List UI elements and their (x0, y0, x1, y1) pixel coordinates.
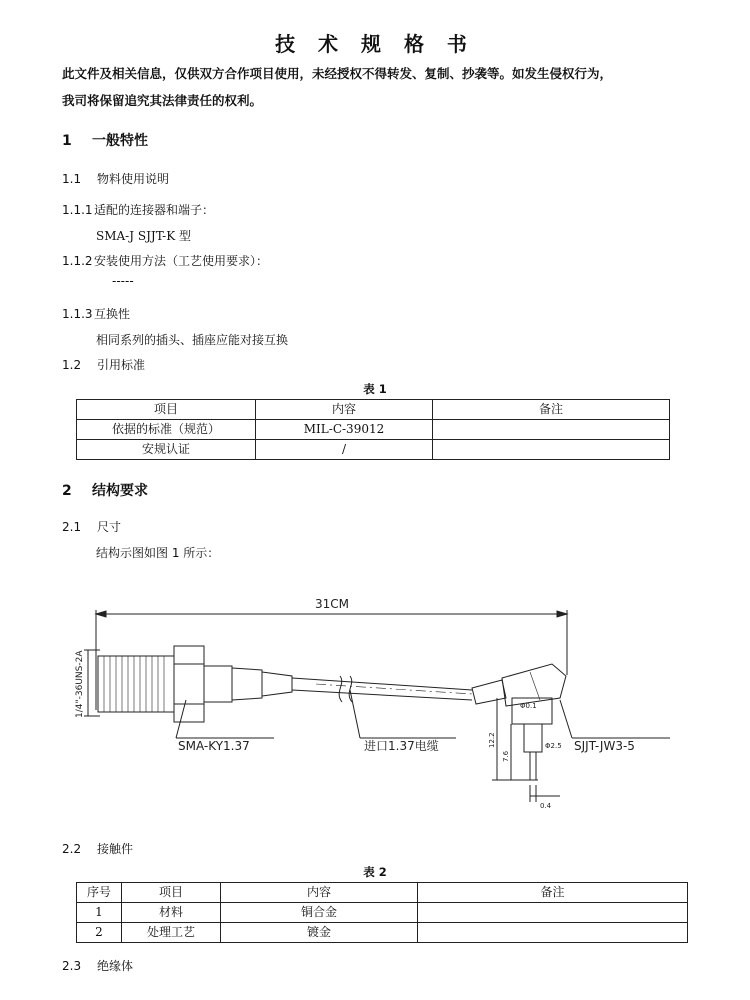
document-title: 技 术 规 格 书 (275, 32, 475, 56)
table-header-cell: 内容 (221, 883, 418, 903)
section-number: 2 (62, 483, 72, 499)
table-2 (76, 882, 688, 943)
arrow-left (96, 611, 106, 617)
dim-width-tip: 0.4 (540, 802, 552, 810)
section-1-1-heading (62, 170, 169, 187)
section-title: 结构要求 (92, 483, 148, 499)
thread-spec-label: 1/4"-36UNS-2A (75, 650, 85, 718)
table-cell: 材料 (122, 903, 221, 923)
overall-length-label: 31CM (314, 597, 350, 611)
table-cell (418, 903, 688, 923)
section-1-1-1-heading (62, 201, 214, 218)
table-row (77, 420, 670, 440)
strain-relief (262, 672, 292, 696)
table-row (77, 903, 688, 923)
table-cell: 铜合金 (221, 903, 418, 923)
table-cell (433, 420, 670, 440)
connector-neck (204, 666, 232, 702)
section-title: 适配的连接器和端子： (94, 203, 215, 217)
table-cell: MIL-C-39012 (256, 420, 433, 440)
table-1-caption: 表 1 (363, 382, 387, 396)
dim-diameter-pin: Φ2.5 (545, 742, 562, 750)
table-header-cell: 项目 (122, 883, 221, 903)
body-edge (530, 672, 540, 700)
section-1-1-2-heading (62, 252, 268, 269)
section-number: 1.1.3 (62, 307, 93, 321)
arrow-right (557, 611, 567, 617)
section-number: 2.1 (62, 520, 82, 534)
section-1-1-2-content: ----- (112, 274, 134, 288)
section-2-2-heading (62, 840, 133, 857)
table-cell: 处理工艺 (122, 923, 221, 943)
leader-cable (350, 690, 360, 738)
cable-assembly-drawing (0, 580, 750, 820)
table-cell: 安规认证 (77, 440, 256, 460)
section-number: 1.1 (62, 172, 82, 186)
section-1-1-1-content: SMA-J SJJT-K 型 (96, 229, 191, 243)
left-connector-label: SMA-KY1.37 (178, 739, 250, 753)
section-1-1-3-content: 相同系列的插头、插座应能对接互换 (96, 333, 289, 347)
table-row (77, 923, 688, 943)
section-title: 物料使用说明 (97, 172, 170, 186)
leader-sjjt (560, 700, 572, 738)
section-2-1-content: 结构示图如图 1 所示： (96, 546, 220, 560)
section-2-1-heading (62, 518, 121, 535)
table-header-cell: 项目 (77, 400, 256, 420)
section-title: 尺寸 (97, 520, 122, 534)
section-title: 引用标准 (97, 358, 146, 372)
contact-pin (530, 752, 536, 780)
table-header-cell: 备注 (418, 883, 688, 903)
right-connector-label: SJJT-JW3-5 (574, 739, 635, 753)
section-number: 1.1.2 (62, 254, 93, 268)
table-2-caption: 表 2 (363, 865, 387, 879)
table-header-cell: 内容 (256, 400, 433, 420)
section-1-heading (62, 130, 148, 150)
section-title: 一般特性 (92, 133, 148, 149)
right-strain-relief (472, 680, 506, 704)
section-number: 2.2 (62, 842, 82, 856)
section-title: 绝缘体 (97, 959, 134, 973)
table-cell (433, 440, 670, 460)
table-cell: 2 (77, 923, 122, 943)
section-title: 安装使用方法（工艺使用要求）： (94, 254, 269, 268)
table-header-cell: 备注 (433, 400, 670, 420)
dim-height-pin: 7.6 (502, 750, 510, 762)
pin-housing (524, 724, 542, 752)
section-number: 1.2 (62, 358, 82, 372)
table-cell: 依据的标准（规范） (77, 420, 256, 440)
section-2-heading (62, 480, 148, 500)
break-mark-1 (339, 676, 342, 702)
crimp-ferrule (232, 668, 262, 700)
table-cell (418, 923, 688, 943)
table-row (77, 440, 670, 460)
hex-nut (174, 646, 204, 722)
section-number: 2.3 (62, 959, 82, 973)
cable-lower-line (292, 690, 472, 700)
table-header-row (77, 883, 688, 903)
table-cell: 镀金 (221, 923, 418, 943)
section-1-2-heading (62, 356, 145, 373)
section-1-1-3-heading (62, 305, 130, 322)
section-title: 互换性 (94, 307, 131, 321)
cable-label: 进口1.37电缆 (364, 739, 439, 753)
section-title: 接触件 (97, 842, 134, 856)
table-header-row (77, 400, 670, 420)
sma-thread-body (98, 656, 174, 712)
table-cell: 1 (77, 903, 122, 923)
section-2-3-heading (62, 957, 133, 974)
section-number: 1.1.1 (62, 203, 93, 217)
table-cell: / (256, 440, 433, 460)
dim-diameter-small: Φ0.1 (520, 702, 537, 710)
notice-line-1: 此文件及相关信息，仅供双方合作项目使用，未经授权不得转发、复制、抄袭等。如发生侵权行为， (62, 66, 613, 81)
notice-line-2: 我司将保留追究其法律责任的权利。 (62, 93, 263, 108)
dim-height-total: 12.2 (488, 732, 496, 748)
table-header-cell: 序号 (77, 883, 122, 903)
table-1 (76, 399, 670, 460)
thread-hatch (104, 656, 164, 712)
leader-sma (176, 700, 186, 738)
section-number: 1 (62, 133, 72, 149)
